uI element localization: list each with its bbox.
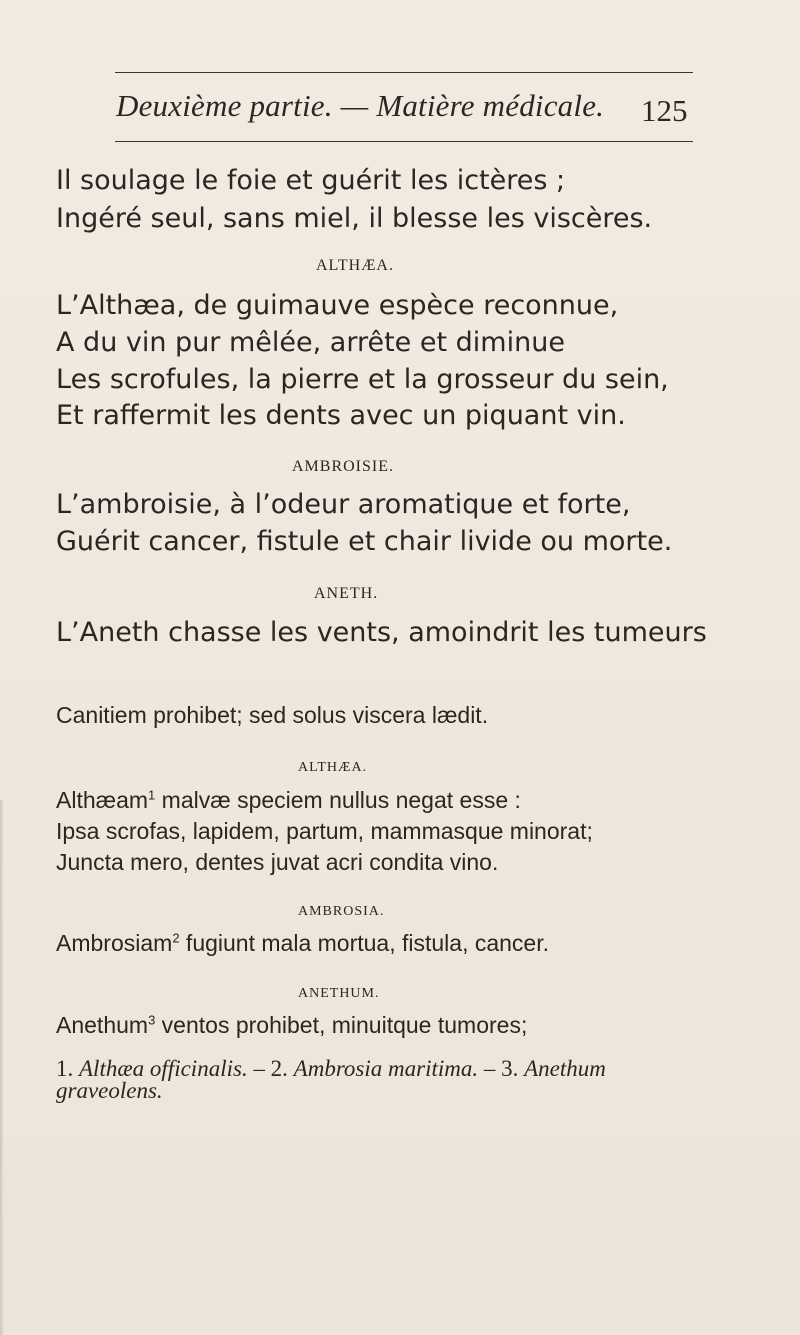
french-althaea-line-1: L’Althæa, de guimauve espèce reconnue,	[56, 290, 619, 321]
french-intro-line-1: Il soulage le foie et guérit les ictères ;	[56, 165, 566, 196]
footnote-marker-2: 2	[172, 930, 180, 946]
latin-heading-anethum: ANETHUM.	[298, 986, 380, 1001]
footnote-3-number: – 3.	[478, 1056, 525, 1081]
latin-althaea-line-3: Juncta mero, dentes juvat acri condita vino.	[56, 849, 499, 875]
footnote-line-2	[56, 1078, 163, 1104]
french-heading-aneth: ANETH.	[314, 585, 379, 602]
french-ambroisie-line-1: L’ambroisie, à l’odeur aromatique et forte,	[56, 489, 631, 520]
latin-ambrosia-first-rest: fugiunt mala mortua, fistula, cancer.	[179, 930, 550, 956]
latin-althaea-first-rest: malvæ speciem nullus negat esse :	[155, 787, 521, 813]
french-althaea-line-2: A du vin pur mêlée, arrête et diminue	[56, 327, 565, 358]
latin-anethum-first-word: Anethum	[56, 1012, 149, 1038]
latin-heading-althaea: ALTHÆA.	[298, 760, 368, 775]
french-ambroisie-line-2: Guérit cancer, fistule et chair livide ou morte.	[56, 526, 673, 557]
latin-intro-line-1: Canitiem prohibet; sed solus viscera lædit.	[56, 702, 489, 728]
footnote-3-name: Anethum	[524, 1056, 606, 1081]
french-althaea-line-4: Et raffermit les dents avec un piquant vin.	[56, 400, 626, 431]
footnote-3-name-continued: graveolens.	[56, 1078, 163, 1103]
footnote-marker-3: 3	[148, 1012, 156, 1028]
latin-althaea-first-word: Althæam	[56, 787, 149, 813]
page-number: 125	[641, 93, 688, 128]
latin-anethum-line-1	[56, 1012, 527, 1039]
latin-ambrosia-line-1	[56, 930, 549, 957]
french-heading-althaea: ALTHÆA.	[316, 257, 394, 274]
footnote-1-number: 1.	[56, 1056, 79, 1081]
footnote-2-name: Ambrosia maritima.	[293, 1056, 479, 1081]
french-aneth-line-1: L’Aneth chasse les vents, amoindrit les tumeurs	[56, 617, 707, 648]
footnote-marker-1: 1	[148, 787, 156, 803]
french-heading-ambroisie: AMBROISIE.	[292, 458, 395, 475]
header-bottom-rule	[115, 141, 693, 142]
page-edge-shadow	[0, 800, 4, 1335]
running-head: Deuxième partie. — Matière médicale.	[116, 88, 605, 123]
latin-anethum-first-rest: ventos prohibet, minuitque tumores;	[155, 1012, 528, 1038]
footnote-1-name: Althæa officinalis.	[79, 1056, 248, 1081]
french-althaea-line-3: Les scrofules, la pierre et la grosseur du sein,	[56, 364, 669, 395]
latin-ambrosia-first-word: Ambrosiam	[56, 930, 173, 956]
header-top-rule	[115, 72, 693, 73]
latin-heading-ambrosia: AMBROSIA.	[298, 904, 385, 919]
french-intro-line-2: Ingéré seul, sans miel, il blesse les viscères.	[56, 203, 653, 234]
latin-althaea-line-1	[56, 787, 521, 814]
footnote-2-number: – 2.	[247, 1056, 294, 1081]
latin-althaea-line-2: Ipsa scrofas, lapidem, partum, mammasque minorat;	[56, 818, 593, 844]
